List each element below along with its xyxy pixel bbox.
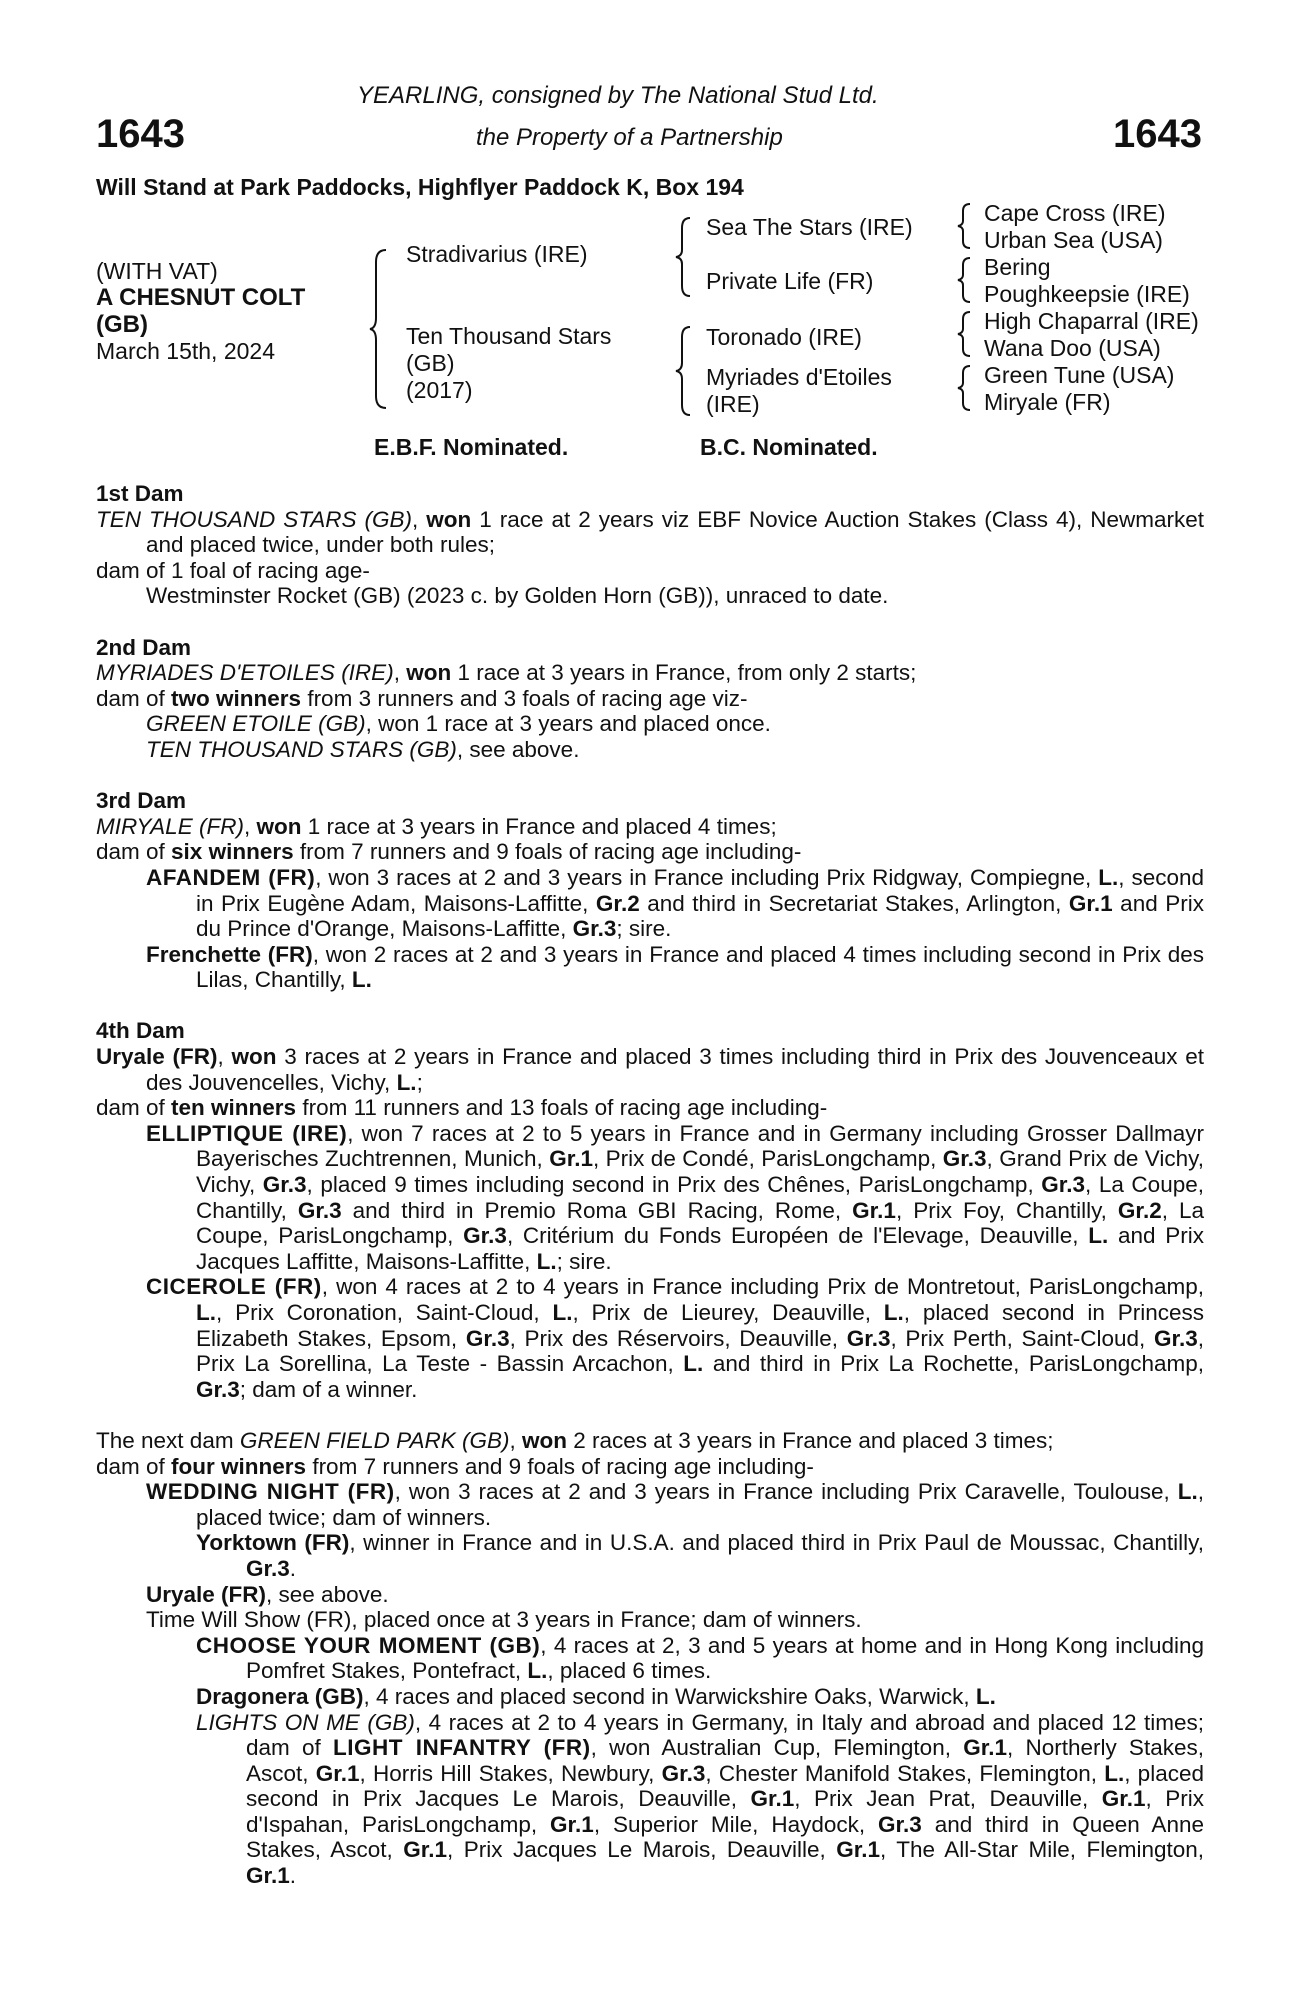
foaling-date: March 15th, 2024 bbox=[96, 338, 276, 364]
pedigree-paragraph bbox=[96, 1044, 1204, 1095]
dam-dam-country: (IRE) bbox=[706, 391, 760, 417]
text-run: , Prix Perth, Saint-Cloud, bbox=[890, 1325, 1154, 1351]
text-run: , bbox=[509, 1427, 522, 1453]
text-run: , bbox=[412, 506, 427, 532]
text-run: , placed twice; dam of winners. bbox=[196, 1479, 1204, 1530]
text-run: , winner in France and in U.S.A. and placed third in Prix Paul de Moussac, Chantilly, bbox=[349, 1530, 1204, 1556]
section-title: 3rd Dam bbox=[96, 788, 187, 814]
text-run: ten winners bbox=[171, 1095, 297, 1121]
text-run: and third in Secretariat Stakes, Arlington, bbox=[639, 890, 1069, 916]
text-run: dam of bbox=[96, 1095, 172, 1121]
text-run: dam of bbox=[96, 685, 172, 711]
text-run: L. bbox=[1177, 1479, 1198, 1505]
text-run: , placed 9 times including second in Prix des Chênes, ParisLongchamp, bbox=[306, 1172, 1042, 1198]
gg-4: Poughkeepsie (IRE) bbox=[984, 281, 1190, 307]
text-run: L. bbox=[351, 967, 372, 993]
text-run: , placed second in Princess Elizabeth Stakes, Epsom, bbox=[196, 1300, 1204, 1351]
text-run: Gr.1 bbox=[1101, 1786, 1146, 1812]
text-run: , 4 races and placed second in Warwickshire Oaks, Warwick, bbox=[363, 1683, 976, 1709]
section-title: 1st Dam bbox=[96, 481, 184, 506]
text-run: from 7 runners and 9 foals of racing age including- bbox=[306, 1453, 814, 1479]
text-run: Gr.3 bbox=[846, 1325, 891, 1351]
text-run: , Prix La Sorellina, La Teste - Bassin Arcachon, bbox=[196, 1325, 1204, 1377]
text-run: from 11 runners and 13 foals of racing age including- bbox=[296, 1095, 828, 1121]
text-run: Westminster Rocket (GB) (2023 c. by Golden Horn (GB)), unraced to date. bbox=[146, 583, 889, 609]
text-run: , La Coupe, Chantilly, bbox=[196, 1172, 1204, 1223]
text-run: Gr.1 bbox=[246, 1863, 290, 1889]
text-run: , Prix Jacques Le Marois, Deauville, bbox=[447, 1837, 837, 1863]
text-run: Time Will Show (FR), placed once at 3 years in France; dam of winners. bbox=[146, 1607, 862, 1633]
text-run: L. bbox=[536, 1248, 557, 1274]
text-run: AFANDEM (FR) bbox=[146, 864, 316, 890]
gg-6: Wana Doo (USA) bbox=[984, 335, 1161, 361]
text-run: and third in Premio Roma GBI Racing, Rome, bbox=[341, 1197, 853, 1223]
vat-note: (WITH VAT) bbox=[96, 258, 218, 284]
text-run: and third in Queen Anne Stakes, Ascot, bbox=[246, 1811, 1204, 1863]
text-run: Gr.3 bbox=[1041, 1172, 1086, 1198]
text-run: , won 3 races at 2 and 3 years in France including Prix Ridgway, Compiegne, bbox=[315, 864, 1099, 890]
lot-number-right: 1643 bbox=[1113, 112, 1202, 156]
text-run: CHOOSE YOUR MOMENT (GB) bbox=[196, 1632, 541, 1658]
text-run: MIRYALE (FR) bbox=[96, 813, 244, 839]
gg-7: Green Tune (USA) bbox=[984, 362, 1175, 388]
text-run: Gr.2 bbox=[595, 890, 640, 916]
pedigree-paragraph bbox=[96, 839, 1204, 865]
text-run: , bbox=[217, 1044, 232, 1070]
text-run: , Chester Manifold Stakes, Flemington, bbox=[705, 1760, 1105, 1786]
text-run: , won 3 races at 2 and 3 years in France including Prix Caravelle, Toulouse, bbox=[394, 1479, 1178, 1505]
section-title: 2nd Dam bbox=[96, 634, 192, 660]
text-run: L. bbox=[396, 1069, 417, 1095]
text-run: , won 2 races at 2 and 3 years in France and placed 4 times including second in Prix des Lilas, Chantilly, bbox=[196, 941, 1204, 993]
text-run: , won 7 races at 2 to 5 years in France and in Germany including Grosser Dallmayr Bayerisches Zuchtrennen, Munich, bbox=[196, 1120, 1205, 1172]
text-run: Gr.3 bbox=[246, 1555, 290, 1581]
pedigree-paragraph bbox=[96, 737, 1204, 763]
pedigree-paragraph bbox=[96, 660, 1204, 686]
text-run: , Horris Hill Stakes, Newbury, bbox=[359, 1760, 662, 1786]
text-run: , The All-Star Mile, Flemington, bbox=[879, 1837, 1205, 1863]
dam-dam-name: Myriades d'Etoiles bbox=[706, 364, 892, 390]
horse-name: A CHESNUT COLT bbox=[96, 284, 306, 311]
text-run: GREEN ETOILE (GB) bbox=[146, 711, 366, 737]
bc-nominated: B.C. Nominated. bbox=[700, 434, 878, 460]
pedigree-paragraph bbox=[96, 1454, 1204, 1480]
pedigree-paragraph bbox=[96, 1479, 1204, 1530]
text-run: Gr.2 bbox=[1117, 1197, 1162, 1223]
text-run: L. bbox=[1088, 1223, 1109, 1249]
stand-location: Will Stand at Park Paddocks, Highflyer Paddock K, Box 194 bbox=[96, 174, 744, 200]
text-run: , Prix de Condé, ParisLongchamp, bbox=[592, 1146, 943, 1172]
text-run: L. bbox=[1104, 1760, 1125, 1786]
text-run: Gr.1 bbox=[836, 1837, 880, 1863]
text-run: 1 race at 3 years in France and placed 4 times; bbox=[301, 813, 777, 839]
horse-country: (GB) bbox=[96, 311, 148, 338]
text-run: Gr.1 bbox=[1068, 890, 1113, 916]
text-run: TEN THOUSAND STARS (GB) bbox=[146, 736, 457, 762]
text-run: , Grand Prix de Vichy, Vichy, bbox=[196, 1146, 1204, 1198]
text-run: , Prix Foy, Chantilly, bbox=[895, 1197, 1118, 1223]
text-run: , placed second in Prix Jacques Le Marois, Deauville, bbox=[246, 1760, 1204, 1812]
text-run: Gr.3 bbox=[463, 1223, 507, 1249]
text-run: Gr.1 bbox=[549, 1146, 593, 1172]
pedigree-paragraph bbox=[96, 583, 1204, 609]
text-run: , won 1 race at 3 years and placed once. bbox=[365, 711, 771, 737]
text-run: 3 races at 2 years in France and placed 3 times including third in Prix des Jouvenceaux et des Jouvencelles, Vichy, bbox=[146, 1044, 1205, 1095]
text-run: six winners bbox=[171, 839, 294, 865]
text-run: Yorktown (FR) bbox=[196, 1530, 350, 1556]
lot-number-left: 1643 bbox=[96, 112, 185, 156]
dam-section bbox=[96, 635, 1204, 763]
text-run: Gr.1 bbox=[315, 1760, 360, 1786]
text-run: L. bbox=[975, 1683, 996, 1709]
pedigree-paragraph bbox=[96, 507, 1204, 558]
text-run: from 7 runners and 9 foals of racing age including- bbox=[293, 839, 802, 865]
text-run: from 3 runners and 3 foals of racing age viz- bbox=[301, 685, 748, 711]
pedigree-paragraph bbox=[96, 1121, 1204, 1275]
text-run: Gr.3 bbox=[572, 916, 617, 942]
pedigree-paragraph bbox=[96, 711, 1204, 737]
text-run: , placed 6 times. bbox=[547, 1658, 712, 1684]
text-run: WEDDING NIGHT (FR) bbox=[146, 1479, 395, 1505]
consignor-line: YEARLING, consigned by The National Stud Ltd. bbox=[357, 82, 879, 109]
pedigree-paragraph bbox=[96, 814, 1204, 840]
pedigree-paragraph bbox=[96, 1095, 1204, 1121]
gg-3: Bering bbox=[984, 254, 1051, 280]
text-run: , Prix de Lieurey, Deauville, bbox=[572, 1300, 884, 1325]
text-run: , see above. bbox=[456, 736, 580, 762]
text-run: two winners bbox=[171, 685, 302, 711]
dam-section bbox=[96, 788, 1204, 993]
text-run: won bbox=[256, 813, 302, 839]
text-run: dam of bbox=[96, 839, 172, 865]
text-run: ; sire. bbox=[616, 916, 672, 942]
text-run: , Superior Mile, Haydock, bbox=[593, 1811, 879, 1837]
text-run: LIGHT INFANTRY (FR) bbox=[332, 1735, 591, 1761]
gg-5: High Chaparral (IRE) bbox=[984, 308, 1199, 334]
text-run: Gr.1 bbox=[963, 1735, 1007, 1761]
text-run: , 4 races at 2 to 4 years in Germany, in Italy and abroad and placed 12 times; dam of bbox=[246, 1709, 1204, 1761]
pedigree-brace-1 bbox=[368, 248, 390, 410]
property-line: the Property of a Partnership bbox=[476, 124, 783, 151]
pedigree-paragraph bbox=[96, 1530, 1204, 1581]
pedigree-brace-3c bbox=[956, 310, 974, 358]
text-run: ; sire. bbox=[556, 1248, 612, 1274]
text-run: Gr.3 bbox=[465, 1325, 510, 1351]
text-run: won bbox=[231, 1044, 277, 1070]
pedigree-brace-3a bbox=[956, 202, 974, 250]
text-run: , bbox=[393, 660, 407, 686]
text-run: CICEROLE (FR) bbox=[146, 1274, 322, 1300]
text-run: 1 race at 2 years viz EBF Novice Auction Stakes (Class 4), Newmarket and placed twice, under both rules; bbox=[146, 506, 1204, 558]
text-run: , La Coupe, ParisLongchamp, bbox=[196, 1197, 1204, 1249]
text-run: Gr.3 bbox=[661, 1760, 706, 1786]
text-run: dam of bbox=[96, 1453, 172, 1479]
catalogue-sections bbox=[96, 481, 1204, 1914]
pedigree-paragraph bbox=[96, 1710, 1204, 1889]
dam-section bbox=[96, 481, 1204, 609]
sire-sire-name: Sea The Stars (IRE) bbox=[706, 214, 913, 240]
pedigree-paragraph bbox=[96, 942, 1204, 993]
pedigree-brace-3d bbox=[956, 364, 974, 412]
pedigree-brace-2b bbox=[674, 325, 694, 417]
text-run: Gr.3 bbox=[297, 1197, 342, 1223]
pedigree-paragraph bbox=[96, 1582, 1204, 1608]
text-run: The next dam bbox=[96, 1427, 240, 1453]
sire-name: Stradivarius (IRE) bbox=[406, 241, 588, 267]
pedigree-paragraph bbox=[96, 1607, 1204, 1633]
text-run: , bbox=[243, 813, 257, 839]
text-run: Gr.1 bbox=[750, 1786, 795, 1812]
gg-1: Cape Cross (IRE) bbox=[984, 200, 1166, 226]
text-run: L. bbox=[196, 1300, 216, 1325]
text-run: , Prix des Réservoirs, Deauville, bbox=[509, 1325, 847, 1351]
text-run: won bbox=[406, 660, 452, 686]
text-run: 2 races at 3 years in France and placed 3 times; bbox=[566, 1427, 1054, 1453]
text-run: L. bbox=[683, 1351, 704, 1377]
text-run: , Prix d'Ispahan, ParisLongchamp, bbox=[246, 1786, 1204, 1837]
text-run: L. bbox=[1098, 864, 1119, 890]
text-run: LIGHTS ON ME (GB) bbox=[196, 1709, 415, 1735]
text-run: , Prix Jean Prat, Deauville, bbox=[794, 1786, 1102, 1812]
text-run: , 4 races at 2, 3 and 5 years at home and in Hong Kong including Pomfret Stakes, Pontefract, bbox=[246, 1632, 1205, 1684]
pedigree-paragraph bbox=[96, 558, 1204, 584]
pedigree-paragraph bbox=[96, 686, 1204, 712]
section-title: 4th Dam bbox=[96, 1018, 185, 1044]
text-run: , Prix Coronation, Saint-Cloud, bbox=[216, 1300, 553, 1325]
text-run: , won 4 races at 2 to 4 years in France including Prix de Montretout, ParisLongchamp, bbox=[321, 1274, 1204, 1300]
text-run: Gr.3 bbox=[196, 1376, 240, 1402]
text-run: Frenchette (FR) bbox=[146, 941, 313, 967]
pedigree-paragraph bbox=[96, 1684, 1204, 1710]
text-run: four winners bbox=[171, 1453, 307, 1479]
dam-section bbox=[96, 1018, 1204, 1402]
text-run: Gr.1 bbox=[852, 1197, 896, 1223]
dam-sire-name: Toronado (IRE) bbox=[706, 324, 862, 350]
gg-2: Urban Sea (USA) bbox=[984, 227, 1163, 253]
text-run: ; dam of a winner. bbox=[239, 1376, 418, 1402]
pedigree-paragraph bbox=[96, 865, 1204, 942]
text-run: Gr.1 bbox=[403, 1837, 448, 1863]
text-run: . bbox=[289, 1555, 297, 1581]
text-run: Gr.3 bbox=[878, 1811, 922, 1837]
text-run: Gr.3 bbox=[262, 1172, 307, 1198]
sire-dam-name: Private Life (FR) bbox=[706, 268, 874, 294]
dam-year: (2017) bbox=[406, 377, 473, 403]
text-run: won bbox=[426, 506, 472, 532]
text-run: and Prix du Prince d'Orange, Maisons-Laffitte, bbox=[196, 890, 1204, 942]
pedigree-paragraph bbox=[96, 1428, 1204, 1454]
dam-section bbox=[96, 1428, 1204, 1889]
text-run: , see above. bbox=[266, 1581, 389, 1607]
text-run: MYRIADES D'ETOILES (IRE) bbox=[96, 660, 394, 686]
text-run: ; bbox=[416, 1069, 423, 1095]
text-run: , second in Prix Eugène Adam, Maisons-Laffitte, bbox=[196, 864, 1204, 916]
pedigree-brace-3b bbox=[956, 256, 974, 304]
text-run: , won Australian Cup, Flemington, bbox=[590, 1735, 964, 1761]
ebf-nominated: E.B.F. Nominated. bbox=[374, 434, 569, 460]
pedigree-paragraph bbox=[96, 1633, 1204, 1684]
text-run: L. bbox=[552, 1300, 573, 1325]
text-run: GREEN FIELD PARK (GB) bbox=[239, 1427, 510, 1453]
pedigree-paragraph bbox=[96, 1274, 1204, 1402]
text-run: Uryale (FR) bbox=[96, 1044, 218, 1070]
text-run: and third in Prix La Rochette, ParisLongchamp, bbox=[703, 1351, 1204, 1377]
dam-name: Ten Thousand Stars bbox=[406, 323, 612, 349]
text-run: , Northerly Stakes, Ascot, bbox=[246, 1735, 1204, 1786]
text-run: Dragonera (GB) bbox=[196, 1683, 364, 1709]
text-run: dam of 1 foal of racing age- bbox=[96, 557, 370, 583]
text-run: 1 race at 3 years in France, from only 2 starts; bbox=[451, 660, 917, 686]
text-run: won bbox=[521, 1427, 567, 1453]
text-run: Gr.1 bbox=[550, 1811, 594, 1837]
text-run: TEN THOUSAND STARS (GB) bbox=[96, 506, 413, 532]
text-run: . bbox=[289, 1863, 297, 1889]
text-run: Uryale (FR) bbox=[146, 1581, 267, 1607]
text-run: L. bbox=[883, 1300, 904, 1325]
gg-8: Miryale (FR) bbox=[984, 389, 1111, 415]
text-run: L. bbox=[527, 1658, 548, 1684]
text-run: Gr.3 bbox=[942, 1146, 987, 1172]
dam-country: (GB) bbox=[406, 350, 455, 376]
text-run: and Prix Jacques Laffitte, Maisons-Laffitte, bbox=[196, 1223, 1205, 1274]
text-run: Gr.3 bbox=[1153, 1325, 1198, 1351]
pedigree-brace-2a bbox=[674, 216, 694, 298]
text-run: ELLIPTIQUE (IRE) bbox=[146, 1120, 348, 1146]
text-run: , Critérium du Fonds Européen de l'Elevage, Deauville, bbox=[506, 1223, 1089, 1249]
